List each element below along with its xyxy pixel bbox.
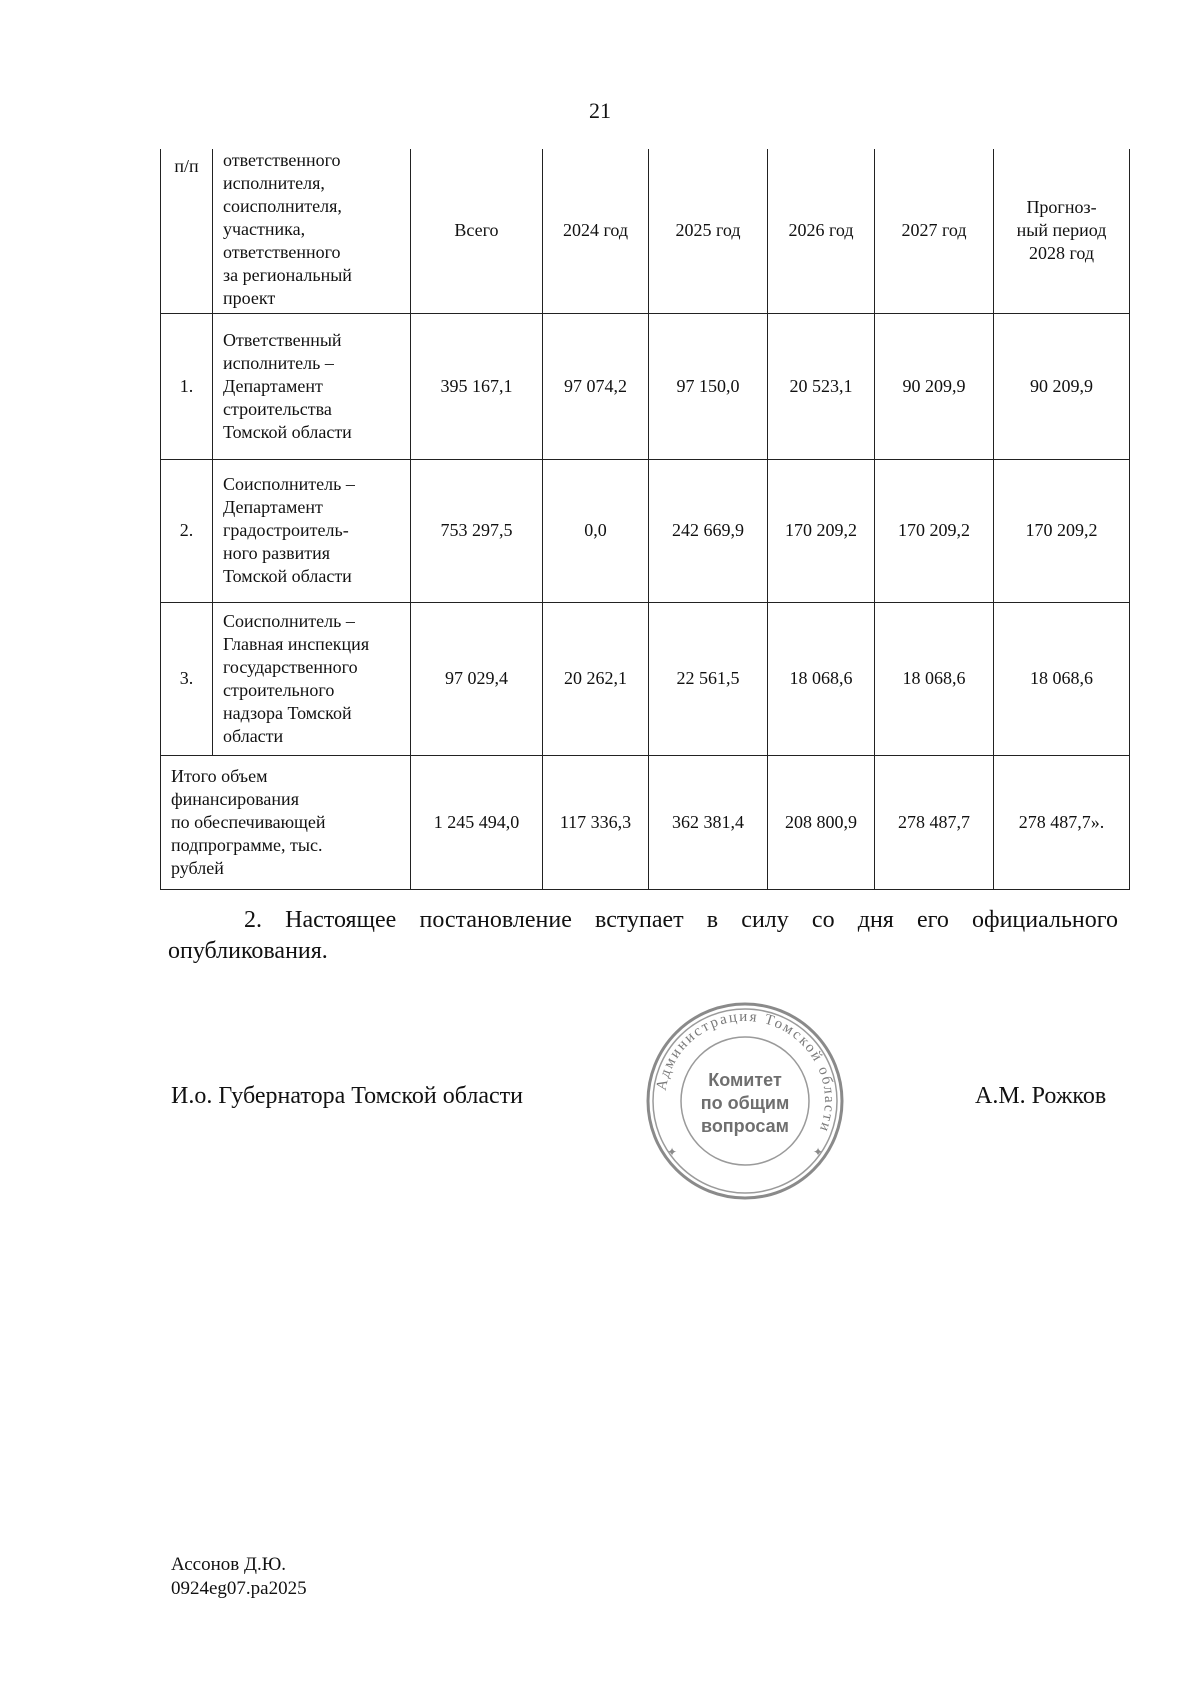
- table-row: [161, 313, 1130, 459]
- cell-2026: 170 209,2: [768, 459, 875, 602]
- header-2025: 2025 год: [649, 149, 768, 313]
- effective-date-paragraph: [168, 905, 1118, 967]
- header-total: Всего: [411, 149, 543, 313]
- row-number: 2.: [161, 459, 213, 602]
- cell-2024: 97 074,2: [543, 313, 649, 459]
- header-2026: 2026 год: [768, 149, 875, 313]
- header-2024: 2024 год: [543, 149, 649, 313]
- document-code: 0924eg07.pa2025: [171, 1578, 307, 1599]
- cell-2028: 90 209,9: [994, 313, 1130, 459]
- summary-label: Итого объем финансирования по обеспечивающей подпрограмме, тыс. рублей: [161, 755, 411, 889]
- summary-2027: 278 487,7: [875, 755, 994, 889]
- cell-2025: 22 561,5: [649, 602, 768, 755]
- row-participant: Соисполнитель – Департамент градостроитель- ного развития Томской области: [213, 459, 411, 602]
- row-number: 3.: [161, 602, 213, 755]
- cell-2028: 18 068,6: [994, 602, 1130, 755]
- seal-center-line: Комитет: [708, 1070, 782, 1090]
- summary-2028: 278 487,7».: [994, 755, 1130, 889]
- header-2027: 2027 год: [875, 149, 994, 313]
- summary-total: 1 245 494,0: [411, 755, 543, 889]
- seal-star-icon: ✦: [667, 1145, 678, 1159]
- summary-2025: 362 381,4: [649, 755, 768, 889]
- cell-total: 395 167,1: [411, 313, 543, 459]
- table-header-row: [161, 149, 1130, 313]
- header-num: п/п: [161, 149, 213, 313]
- cell-total: 753 297,5: [411, 459, 543, 602]
- row-number: 1.: [161, 313, 213, 459]
- table-row: [161, 602, 1130, 755]
- official-seal: [645, 996, 845, 1206]
- cell-2027: 90 209,9: [875, 313, 994, 459]
- table-row: [161, 459, 1130, 602]
- seal-center-line: вопросам: [700, 1116, 790, 1136]
- cell-2026: 18 068,6: [768, 602, 875, 755]
- table-summary-row: [161, 755, 1130, 889]
- page-number: 21: [589, 98, 611, 123]
- seal-center-line: по общим: [700, 1093, 790, 1113]
- cell-2028: 170 209,2: [994, 459, 1130, 602]
- cell-total: 97 029,4: [411, 602, 543, 755]
- summary-2024: 117 336,3: [543, 755, 649, 889]
- cell-2025: 242 669,9: [649, 459, 768, 602]
- seal-ring-text: Администрация Томской области: [653, 1008, 838, 1136]
- seal-star-icon: ✦: [813, 1145, 824, 1159]
- signer-name: А.М. Рожков: [975, 1083, 1107, 1109]
- header-forecast: Прогноз- ный период 2028 год: [994, 149, 1130, 313]
- executor-footer: [171, 1553, 307, 1601]
- cell-2024: 20 262,1: [543, 602, 649, 755]
- row-participant: Соисполнитель – Главная инспекция государственного строительного надзора Томской области: [213, 602, 411, 755]
- financing-table: [160, 149, 1130, 890]
- cell-2024: 0,0: [543, 459, 649, 602]
- paragraph-line-2: опубликования.: [168, 938, 328, 964]
- summary-2026: 208 800,9: [768, 755, 875, 889]
- signer-title: И.о. Губернатора Томской области: [171, 1083, 523, 1109]
- cell-2027: 170 209,2: [875, 459, 994, 602]
- executor-name: Ассонов Д.Ю.: [171, 1554, 286, 1575]
- cell-2027: 18 068,6: [875, 602, 994, 755]
- cell-2026: 20 523,1: [768, 313, 875, 459]
- row-participant: Ответственный исполнитель – Департамент строительства Томской области: [213, 313, 411, 459]
- paragraph-line-1: 2. Настоящее постановление вступает в силу со дня его официального: [244, 907, 1118, 933]
- cell-2025: 97 150,0: [649, 313, 768, 459]
- header-name: ответственного исполнителя, соисполнителя, участника, ответственного за региональный проект: [213, 149, 411, 313]
